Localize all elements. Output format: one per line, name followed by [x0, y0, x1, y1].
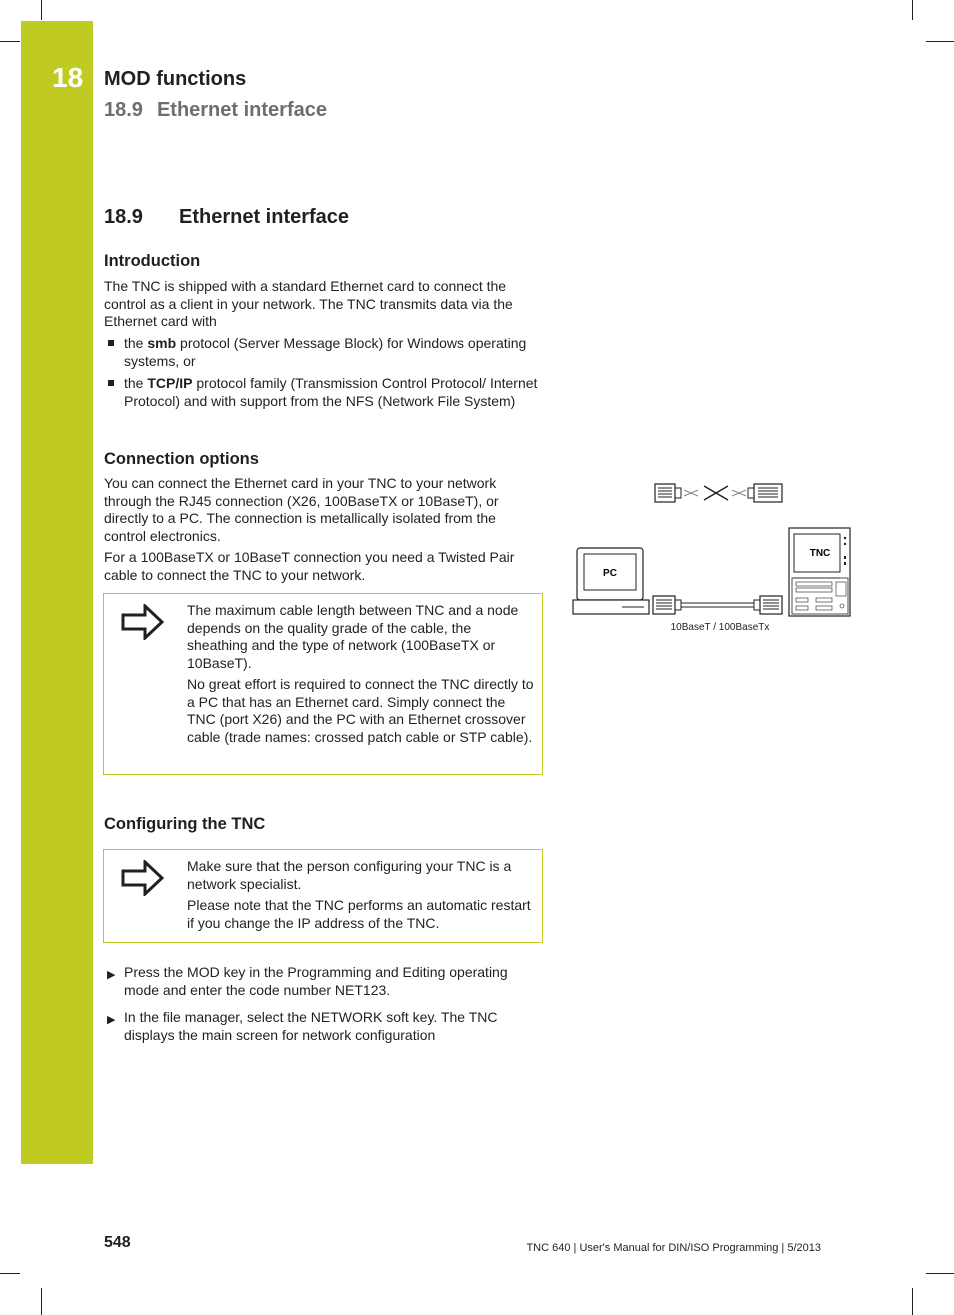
bold-term: TCP/IP	[147, 375, 193, 391]
note-arrow-icon	[121, 860, 165, 896]
running-section-title: Ethernet interface	[156, 99, 327, 121]
crop-mark	[926, 41, 954, 42]
note-body	[187, 858, 534, 936]
section-number: 18.9	[104, 206, 143, 228]
crossover-icon	[684, 486, 746, 500]
page-number: 548	[104, 1234, 131, 1251]
note-paragraph: Make sure that the person configuring your TNC is a network specialist.	[187, 858, 512, 892]
tnc-control-icon	[789, 528, 850, 616]
note-box	[103, 593, 543, 775]
crop-mark	[926, 1273, 954, 1274]
crop-mark	[0, 1273, 20, 1274]
note-body	[187, 602, 534, 750]
rj45-connector-icon	[754, 596, 782, 614]
configuring-heading: Configuring the TNC	[104, 815, 266, 833]
tnc-label: TNC	[809, 548, 831, 559]
list-item: the TCP/IP protocol family (Transmission Control Protocol/ Internet Protocol) and with support from the NFS (Network File System)	[104, 375, 540, 410]
step-text: Press the MOD key in the Programming and Editing operating mode and enter the code number NET123.	[124, 964, 508, 998]
bullet-square-icon	[108, 340, 114, 346]
crop-mark	[912, 0, 913, 20]
crop-mark	[0, 41, 20, 42]
note-arrow-icon	[121, 604, 165, 640]
crop-mark	[41, 1288, 42, 1315]
chapter-sidebar	[21, 21, 93, 1164]
rj45-connector-icon	[653, 596, 681, 614]
connection-paragraph-2: For a 100BaseTX or 10BaseT connection you need a Twisted Pair cable to connect the TNC to your network.	[104, 549, 515, 583]
introduction-heading: Introduction	[104, 252, 201, 270]
note-paragraph: The maximum cable length between TNC and a node depends on the quality grade of the cable, the sheathing and the type of network (100BaseTX or 10BaseT).	[187, 602, 519, 671]
chapter-number: 18	[52, 62, 84, 93]
rj45-connector-icon	[655, 484, 681, 502]
pc-computer-icon	[573, 548, 649, 614]
step-item	[104, 1009, 540, 1044]
crop-mark	[912, 1288, 913, 1315]
section-title: Ethernet interface	[179, 206, 350, 228]
bullet-square-icon	[108, 380, 114, 386]
step-arrow-icon: ▶	[107, 969, 116, 981]
section-heading	[104, 206, 349, 229]
network-connection-diagram	[572, 478, 854, 638]
connection-options-heading: Connection options	[104, 450, 259, 468]
note-box	[103, 849, 543, 943]
connection-paragraph-1: You can connect the Ethernet card in your TNC to your network through the RJ45 connection (X26, 100BaseTX or 10BaseT), or directly to a PC. The connection is metallically isolated from the control electronics.	[104, 475, 499, 544]
chapter-title: MOD functions	[104, 68, 247, 90]
pc-label: PC	[603, 568, 617, 579]
rj45-connector-icon	[748, 484, 782, 502]
note-paragraph: No great effort is required to connect the TNC directly to a PC that has an Ethernet card. Simply connect the TNC (port X26) and the PC with an Ethernet crossover cable (trade names: crossed patch cable or STP cable).	[187, 676, 534, 745]
cable-label: 10BaseT / 100BaseTx	[670, 622, 770, 633]
running-section-number: 18.9	[104, 99, 143, 121]
running-section-header	[104, 99, 327, 122]
step-text: In the file manager, select the NETWORK soft key. The TNC displays the main screen for network configuration	[124, 1009, 498, 1043]
footer-text: TNC 640 | User's Manual for DIN/ISO Programming | 5/2013	[526, 1242, 821, 1254]
crop-mark	[41, 0, 42, 20]
bold-term: smb	[147, 335, 177, 351]
introduction-paragraph: The TNC is shipped with a standard Ethernet card to connect the control as a client in your network. The TNC transmits data via the Ethernet card with	[104, 278, 513, 329]
note-paragraph: Please note that the TNC performs an automatic restart if you change the IP address of the TNC.	[187, 897, 531, 931]
list-item: the smb protocol (Server Message Block) for Windows operating systems, or	[104, 335, 540, 370]
step-item	[104, 964, 540, 999]
step-arrow-icon: ▶	[107, 1014, 116, 1026]
